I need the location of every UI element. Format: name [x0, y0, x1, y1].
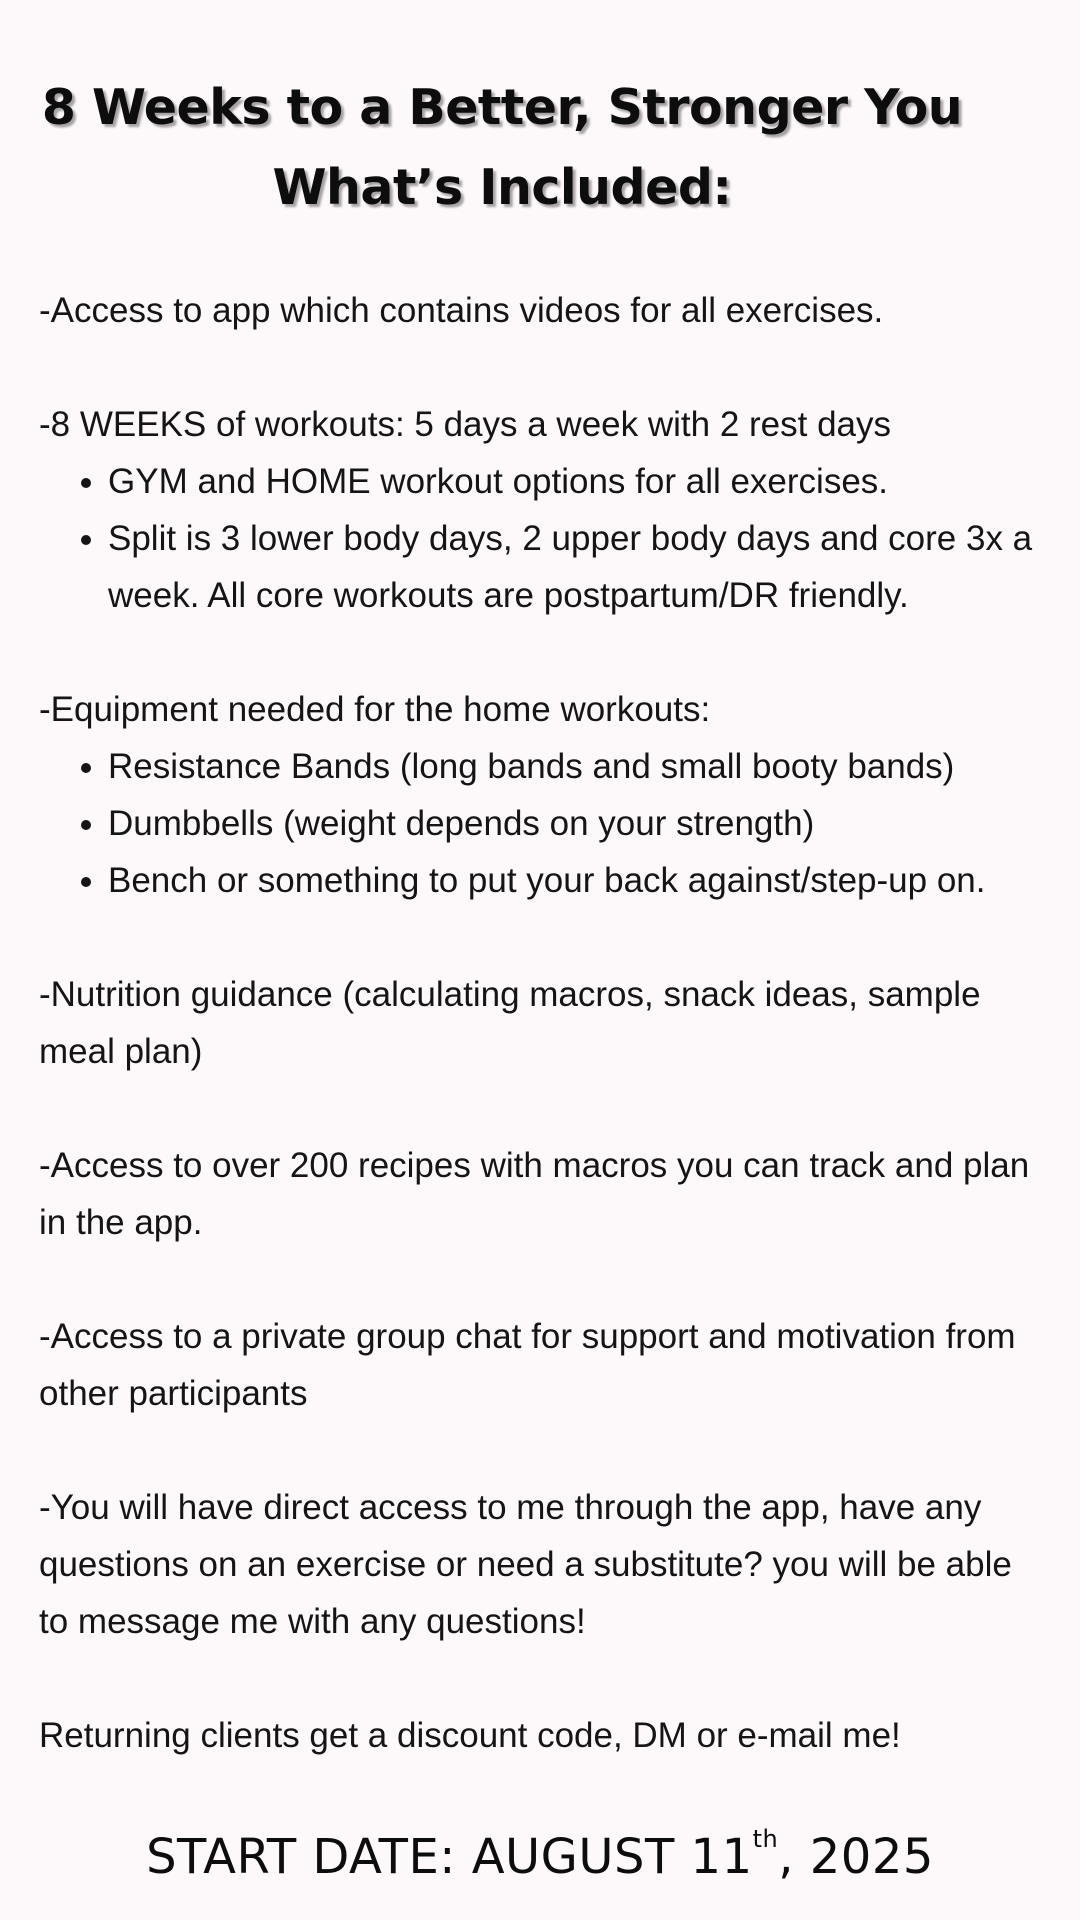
section-group-chat-text: -Access to a private group chat for support and motivation from other participants [39, 1317, 1016, 1413]
bullet-item: • GYM and HOME workout options for all exercises. [108, 453, 1049, 510]
section-nutrition [39, 966, 1049, 1080]
page-title: 8 Weeks to a Better, Stronger You [41, 79, 963, 136]
section-workouts [39, 396, 1049, 624]
bullet-item: • Dumbbells (weight depends on your strength) [108, 795, 1049, 852]
start-date-prefix: START DATE: AUGUST 11 [146, 1829, 753, 1885]
section-direct-access [39, 1479, 1049, 1650]
title-block [0, 68, 1004, 228]
section-workouts-heading: -8 WEEKS of workouts: 5 days a week with 2 rest days [39, 405, 892, 444]
bullet-item: • Bench or something to put your back against/step-up on. [108, 852, 1049, 909]
section-equipment [39, 681, 1049, 909]
section-recipes [39, 1137, 1049, 1251]
workouts-bullet-list [39, 453, 1049, 624]
section-group-chat [39, 1308, 1049, 1422]
section-returning-text: Returning clients get a discount code, DM or e-mail me! [39, 1716, 901, 1755]
bullet-item: • Split is 3 lower body days, 2 upper body days and core 3x a week. All core workouts are postpartum/DR friendly. [108, 510, 1049, 624]
section-direct-access-text: -You will have direct access to me through the app, have any questions on an exercise or need a substitute? you will be able to message me with any questions! [39, 1488, 1012, 1641]
equipment-bullet-list [39, 738, 1049, 909]
page-subtitle: What’s Included: [272, 159, 732, 216]
section-equipment-heading: -Equipment needed for the home workouts: [39, 690, 711, 729]
section-app-text: -Access to app which contains videos for all exercises. [39, 291, 884, 330]
section-nutrition-text: -Nutrition guidance (calculating macros, snack ideas, sample meal plan) [39, 975, 981, 1071]
start-date [0, 1822, 1080, 1892]
section-recipes-text: -Access to over 200 recipes with macros you can track and plan in the app. [39, 1146, 1030, 1242]
start-date-ordinal: th [752, 1825, 779, 1853]
included-list [39, 282, 1049, 1764]
start-date-suffix: , 2025 [778, 1829, 934, 1885]
bullet-item: • Resistance Bands (long bands and small booty bands) [108, 738, 1049, 795]
section-app [39, 282, 1049, 339]
section-returning [39, 1707, 1049, 1764]
